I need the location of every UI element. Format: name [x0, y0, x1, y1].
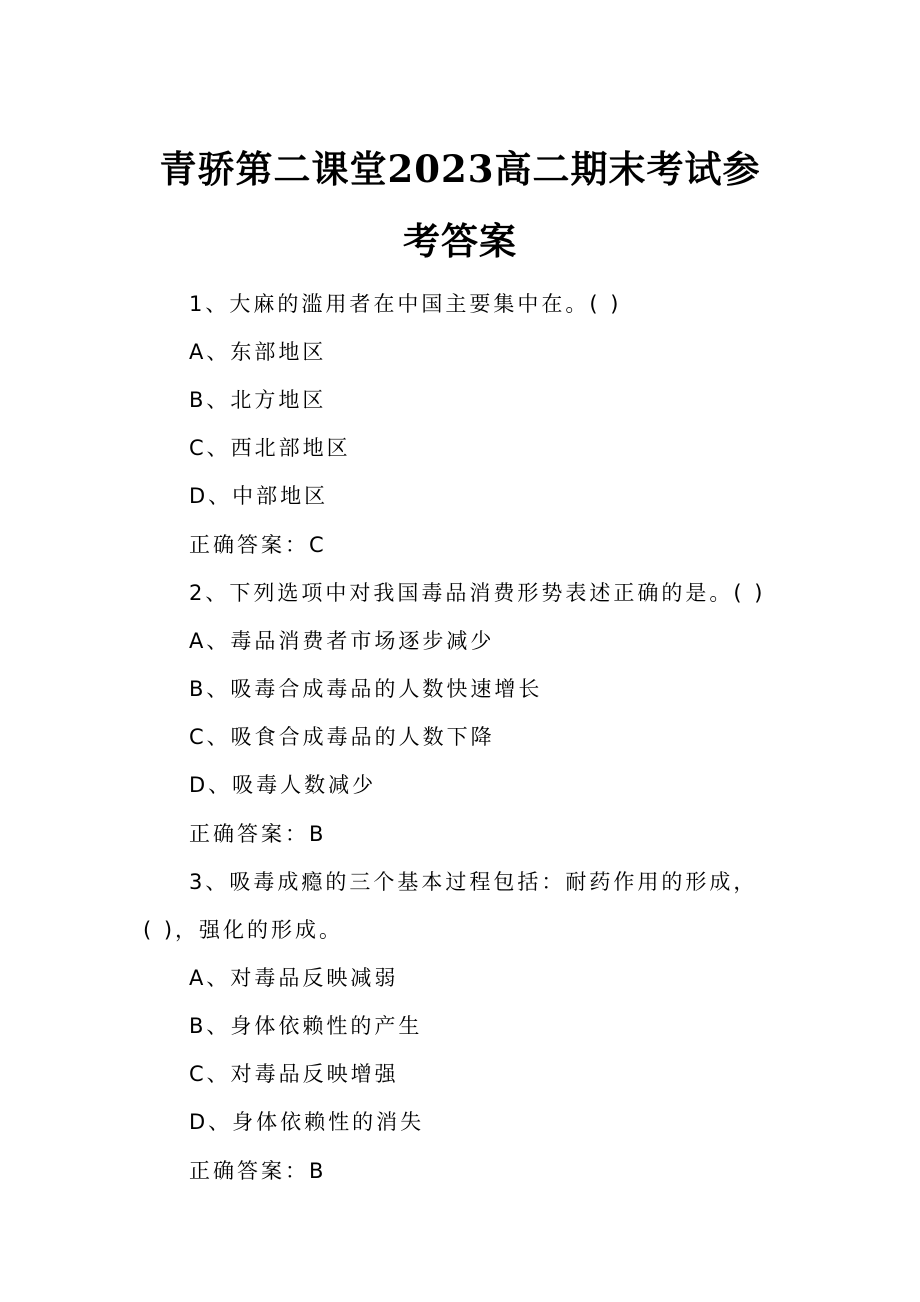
question-1-option-a: A、东部地区 [189, 340, 327, 364]
question-2-option-c: C、吸食合成毒品的人数下降 [189, 725, 495, 749]
question-1-text: 1、大麻的滥用者在中国主要集中在。( ) [189, 292, 622, 316]
question-3-answer: 正确答案：B [189, 1159, 327, 1183]
document-title-line-2: 考答案 [403, 219, 517, 263]
question-2-option-a: A、毒品消费者市场逐步减少 [189, 629, 495, 653]
question-3-option-c: C、对毒品反映增强 [189, 1062, 399, 1086]
question-3-option-b: B、身体依赖性的产生 [189, 1014, 423, 1038]
question-1-answer: 正确答案：C [189, 533, 327, 557]
question-3-option-d: D、身体依赖性的消失 [189, 1110, 425, 1134]
question-3-option-a: A、对毒品反映减弱 [189, 966, 399, 990]
document-title-line-1: 青骄第二课堂2023高二期末考试参 [159, 147, 761, 191]
question-2-answer: 正确答案：B [189, 822, 327, 846]
question-3-text-line-1: 3、吸毒成瘾的三个基本过程包括：耐药作用的形成， [189, 870, 758, 894]
question-2-option-b: B、吸毒合成毒品的人数快速增长 [189, 677, 543, 701]
question-3-text-line-2: ( )，强化的形成。 [143, 918, 344, 942]
question-1-option-d: D、中部地区 [189, 484, 329, 508]
question-1-option-c: C、西北部地区 [189, 436, 351, 460]
question-2-option-d: D、吸毒人数减少 [189, 773, 377, 797]
question-1-option-b: B、北方地区 [189, 388, 327, 412]
question-2-text: 2、下列选项中对我国毒品消费形势表述正确的是。( ) [189, 581, 766, 605]
